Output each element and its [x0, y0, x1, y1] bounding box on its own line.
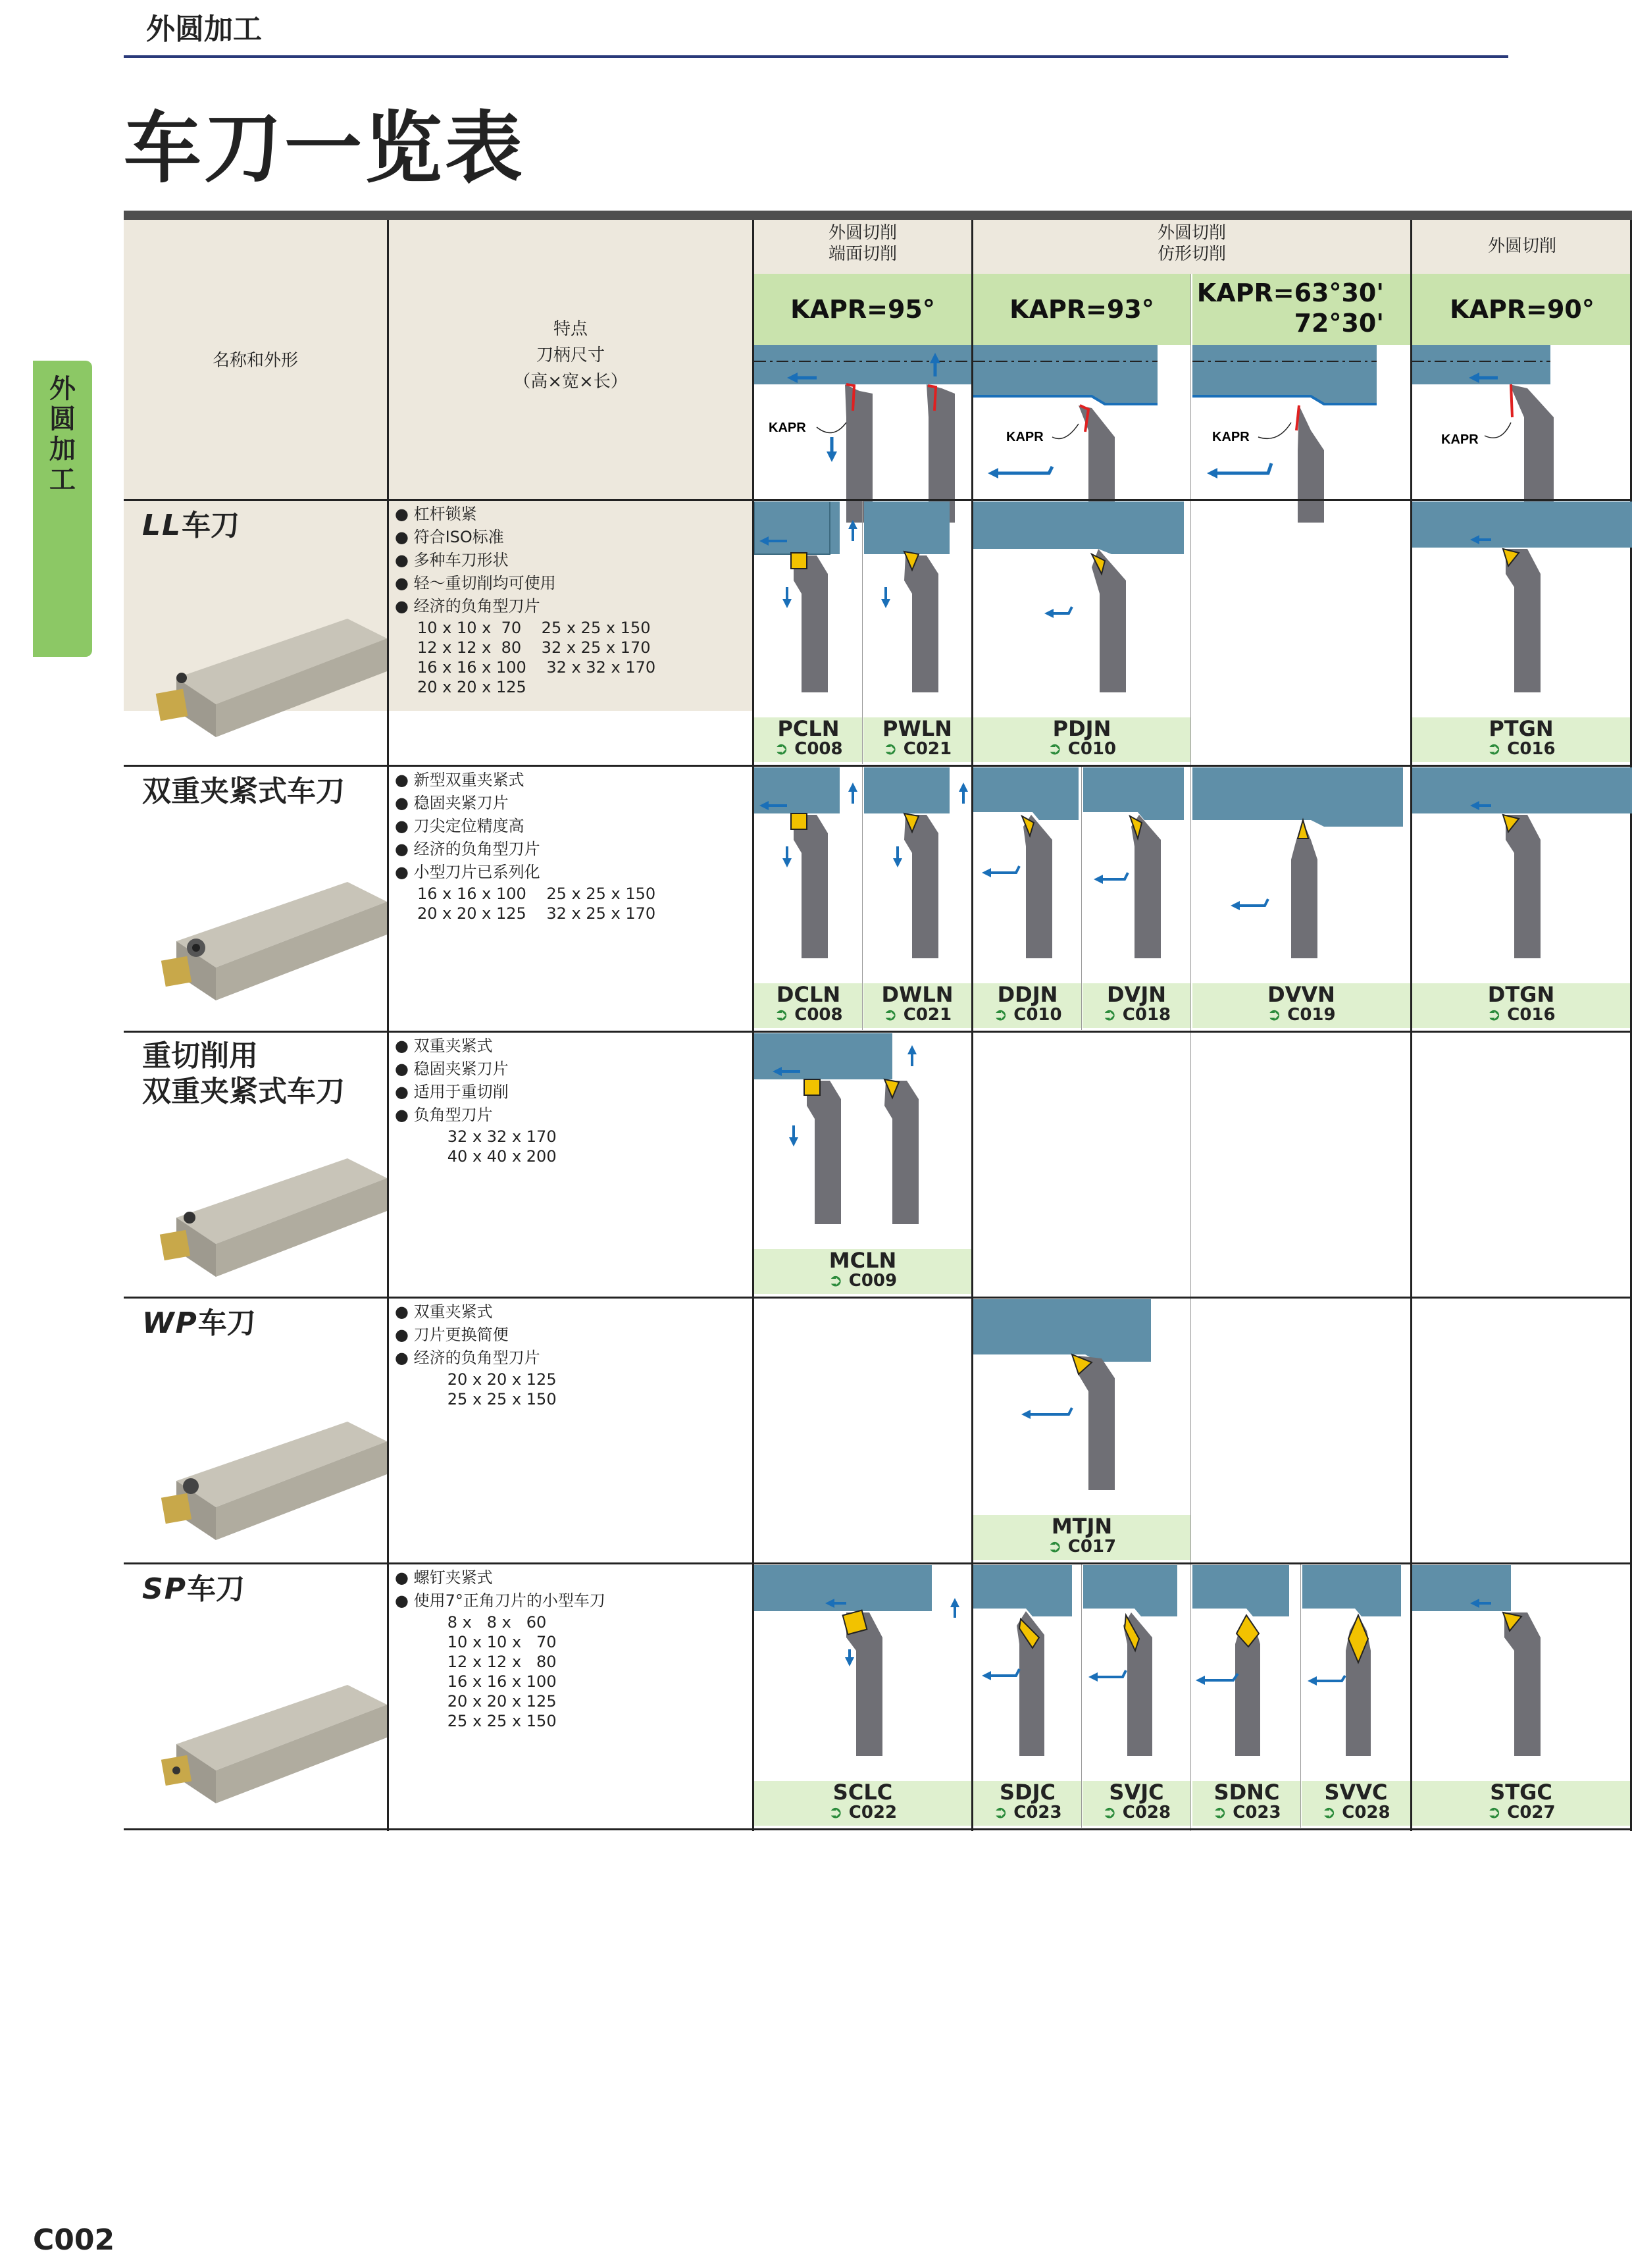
- tool-code: SVVC: [1324, 1780, 1388, 1805]
- code-dcln[interactable]: [754, 983, 863, 1028]
- row-features: [395, 1035, 750, 1166]
- row-title-line: 重切削用: [142, 1039, 258, 1073]
- row-title-prefix: WP: [142, 1306, 198, 1340]
- feature-item: ● 轻～重切削均可使用: [395, 572, 750, 595]
- row-title-text: 车刀: [186, 1572, 245, 1606]
- tool-code: DVJN: [1106, 982, 1166, 1007]
- group-label-line: 仿形切削: [1157, 244, 1226, 264]
- side-tab-char: 外: [49, 374, 76, 404]
- feature-item: ● 多种车刀形状: [395, 549, 750, 572]
- page-ref: ➲ C028: [1083, 1803, 1190, 1822]
- page-ref: ➲ C019: [1192, 1006, 1410, 1024]
- diagram-pdjn: [973, 502, 1190, 699]
- side-tab[interactable]: [33, 361, 92, 657]
- diagram-dvvn: [1192, 767, 1410, 965]
- shank-sizes: 8 x 8 x 60 10 x 10 x 70 12 x 12 x 80 16 x 16 x 100 20 x 20 x 125 25 x 25 x 150: [447, 1613, 557, 1730]
- tool-code: DTGN: [1487, 982, 1555, 1007]
- arrow-left-icon: [1207, 468, 1217, 478]
- diagram-sclc: [754, 1565, 971, 1763]
- side-tab-char: 圆: [49, 404, 76, 434]
- diagram-ddjn-dvjn: [973, 767, 1190, 965]
- tool-photo-heavy-cut: [137, 1119, 387, 1297]
- side-tab-char: 加: [49, 434, 76, 465]
- page-ref: ➲ C027: [1412, 1803, 1630, 1822]
- group-label-line: 外圆切削: [1157, 223, 1226, 243]
- kapr-93: KAPR=93°: [973, 274, 1190, 345]
- feature-item: ● 稳固夹紧刀片: [395, 792, 750, 815]
- group-label-90: [1412, 236, 1632, 257]
- code-pcln[interactable]: [754, 717, 863, 762]
- diagram-ptgn: [1412, 502, 1632, 699]
- name-column-header: 名称和外形: [212, 351, 298, 371]
- feature-item: ● 稳固夹紧刀片: [395, 1058, 750, 1081]
- page-ref: ➲ C010: [973, 1006, 1082, 1024]
- row-title-text: 车刀: [197, 1306, 256, 1340]
- feature-item: ● 经济的负角型刀片: [395, 595, 750, 618]
- feature-item: ● 新型双重夹紧式: [395, 769, 750, 792]
- code-svvc[interactable]: [1302, 1781, 1410, 1826]
- row-features: [395, 1566, 750, 1731]
- diagram-dtgn: [1412, 767, 1632, 965]
- section-title: 外圆加工: [146, 13, 262, 46]
- side-tab-label: [33, 374, 92, 495]
- code-pdjn[interactable]: [973, 717, 1190, 762]
- tool-code: DCLN: [776, 982, 841, 1007]
- shank-sizes: 10 x 10 x 70 25 x 25 x 150 12 x 12 x 80 32 x 25 x 170 16 x 16 x 100 32 x 32 x 170 20 x 20 x 125: [417, 619, 656, 696]
- page-ref: ➲ C016: [1412, 1006, 1630, 1024]
- page-ref: ➲ C009: [754, 1272, 971, 1290]
- feature-item: ● 经济的负角型刀片: [395, 838, 750, 861]
- page-ref: ➲ C016: [1412, 740, 1630, 758]
- tool-code: SCLC: [832, 1780, 893, 1805]
- row-features: [395, 769, 750, 923]
- kapr-90: KAPR=90°: [1412, 274, 1632, 345]
- tool-code: DWLN: [881, 982, 954, 1007]
- row-title-wp: [142, 1306, 256, 1341]
- grid-line: [862, 767, 863, 1030]
- page-ref: ➲ C010: [973, 740, 1190, 758]
- kapr-label: KAPR: [1212, 430, 1250, 444]
- row-title-text: 车刀: [182, 509, 240, 542]
- page-ref: ➲ C017: [973, 1537, 1190, 1556]
- grid-line: [1081, 767, 1082, 1030]
- tool-code: PTGN: [1489, 716, 1554, 741]
- page-ref: ➲ C008: [754, 1006, 863, 1024]
- page-ref: ➲ C021: [863, 1006, 971, 1024]
- feature-item: ● 双重夹紧式: [395, 1301, 750, 1324]
- group-label-line: 外圆切削: [828, 223, 897, 243]
- code-dvjn[interactable]: [1083, 983, 1190, 1028]
- tool-photo-sp: [137, 1645, 387, 1823]
- feature-item: ● 使用7°正角刀片的小型车刀: [395, 1589, 750, 1612]
- row-features: [395, 1301, 750, 1409]
- row-features: [395, 503, 750, 697]
- code-sdjc[interactable]: [973, 1781, 1082, 1826]
- row-title-heavy-cut: [142, 1039, 345, 1110]
- tool-code: DDJN: [997, 982, 1058, 1007]
- code-mcln[interactable]: [754, 1249, 971, 1294]
- feature-header-line: （高×宽×长）: [513, 372, 628, 392]
- feature-item: ● 螺钉夹紧式: [395, 1566, 750, 1589]
- diagram-mcln: [754, 1033, 971, 1231]
- code-mtjn[interactable]: [973, 1515, 1190, 1560]
- code-sclc[interactable]: [754, 1781, 971, 1826]
- row-divider: [124, 1562, 1632, 1564]
- tool-code: PDJN: [1052, 716, 1111, 741]
- code-ddjn[interactable]: [973, 983, 1082, 1028]
- diagram-stgc: [1412, 1565, 1632, 1763]
- code-pwln[interactable]: [863, 717, 971, 762]
- feature-header-line: 刀柄尺寸: [536, 346, 605, 365]
- tool-code: SVJC: [1109, 1780, 1164, 1805]
- kapr-label: KAPR: [769, 421, 806, 435]
- page-title: 车刀一览表: [124, 103, 526, 193]
- section-rule: [124, 55, 1508, 58]
- page-ref: ➲ C008: [754, 740, 863, 758]
- header-diagram-63-72: [1192, 345, 1410, 711]
- kapr-line: 72°30': [1294, 309, 1384, 338]
- shank-sizes: 20 x 20 x 125 25 x 25 x 150: [447, 1370, 557, 1408]
- page-ref: ➲ C021: [863, 740, 971, 758]
- tool-code: MTJN: [1051, 1514, 1113, 1539]
- table-top-bar: [124, 211, 1632, 220]
- group-label-line: 端面切削: [828, 244, 897, 264]
- tool-photo-ll: [137, 579, 387, 757]
- diagram-dcln-dwln: [754, 767, 971, 965]
- code-sdnc[interactable]: [1192, 1781, 1301, 1826]
- kapr-label: KAPR: [1006, 430, 1044, 444]
- side-tab-char: 工: [49, 465, 76, 495]
- diagram-pcln: [754, 502, 971, 699]
- group-label-93: [973, 222, 1410, 265]
- arrow-down-icon: [827, 451, 837, 462]
- kapr-63-72: [1192, 274, 1410, 345]
- page-number: C002: [33, 2223, 115, 2257]
- workpiece: [754, 345, 971, 384]
- feature-item: ● 经济的负角型刀片: [395, 1347, 750, 1370]
- row-title-double-clamp: 双重夹紧式车刀: [142, 775, 345, 808]
- tool-code: PWLN: [882, 716, 952, 741]
- row-title-sp: [142, 1572, 245, 1607]
- code-dvvn[interactable]: [1192, 983, 1410, 1028]
- row-divider: [124, 499, 1632, 501]
- tool-code: SDJC: [1000, 1780, 1056, 1805]
- row-title-prefix: LL: [142, 509, 182, 542]
- feature-item: ● 负角型刀片: [395, 1104, 750, 1127]
- row-title-line: 双重夹紧式车刀: [142, 1075, 345, 1108]
- feature-column-header: [389, 316, 752, 395]
- code-ptgn[interactable]: [1412, 717, 1630, 762]
- code-svjc[interactable]: [1083, 1781, 1190, 1826]
- feature-item: ● 小型刀片已系列化: [395, 861, 750, 884]
- tool-code: PCLN: [777, 716, 840, 741]
- kapr-label: KAPR: [1441, 432, 1479, 447]
- tool-code: MCLN: [829, 1248, 897, 1273]
- feature-item: ● 刀尖定位精度高: [395, 815, 750, 838]
- page-ref: ➲ C022: [754, 1803, 971, 1822]
- kapr-95: KAPR=95°: [754, 274, 971, 345]
- diagram-sdjc-svjc-sdnc-svvc: [973, 1565, 1410, 1763]
- page-ref: ➲ C018: [1083, 1006, 1190, 1024]
- grid-line: [862, 501, 863, 764]
- tool-photo-wp: [137, 1382, 387, 1560]
- row-title-prefix: SP: [142, 1572, 187, 1606]
- arrow-left-icon: [988, 468, 998, 478]
- feature-item: ● 符合ISO标准: [395, 526, 750, 549]
- group-label-95: [754, 222, 971, 265]
- grid-line: [387, 220, 389, 1831]
- tool-table: [124, 211, 1632, 1831]
- shank-sizes: 16 x 16 x 100 25 x 25 x 150 20 x 20 x 125 32 x 25 x 170: [417, 885, 656, 923]
- row-divider: [124, 765, 1632, 767]
- tool-code: DVVN: [1267, 982, 1335, 1007]
- row-title-ll: [142, 508, 240, 544]
- row-divider: [124, 1031, 1632, 1033]
- code-stgc[interactable]: [1412, 1781, 1630, 1826]
- tool-photo-double-clamp: [137, 842, 387, 1027]
- page-ref: ➲ C023: [973, 1803, 1082, 1822]
- tool-code: SDNC: [1213, 1780, 1280, 1805]
- feature-item: ● 刀片更换简便: [395, 1324, 750, 1347]
- grid-line: [1081, 1564, 1082, 1828]
- tool-code: STGC: [1490, 1780, 1552, 1805]
- diagram-mtjn: [973, 1299, 1190, 1497]
- page-ref: ➲ C028: [1302, 1803, 1410, 1822]
- code-dwln[interactable]: [863, 983, 971, 1028]
- grid-line: [1300, 1564, 1301, 1828]
- feature-item: ● 杠杆锁紧: [395, 503, 750, 526]
- feature-header-line: 特点: [553, 319, 588, 339]
- feature-item: ● 适用于重切削: [395, 1081, 750, 1104]
- group-label-line: 外圆切削: [1487, 236, 1556, 256]
- page-ref: ➲ C023: [1192, 1803, 1301, 1822]
- feature-item: ● 双重夹紧式: [395, 1035, 750, 1058]
- row-divider: [124, 1297, 1632, 1299]
- shank-sizes: 32 x 32 x 170 40 x 40 x 200: [447, 1127, 557, 1166]
- row-divider: [124, 1828, 1632, 1830]
- code-dtgn[interactable]: [1412, 983, 1630, 1028]
- kapr-line: KAPR=63°30': [1196, 278, 1384, 307]
